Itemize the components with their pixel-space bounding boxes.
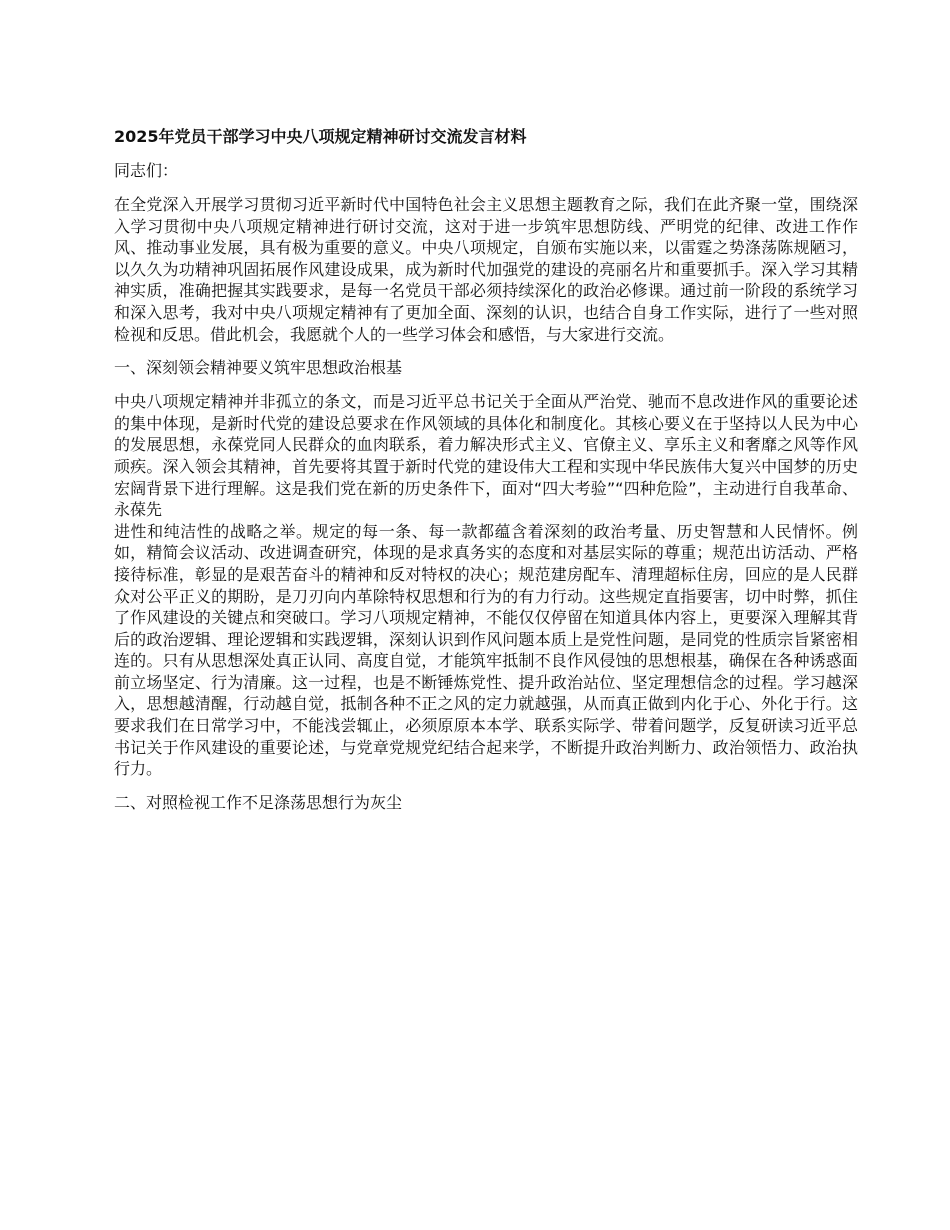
document-page <box>114 124 858 826</box>
section-1-paragraph-part-b: 进性和纯洁性的战略之举。规定的每一条、每一款都蕴含着深刻的政治考量、历史智慧和人民情怀。例如，精简会议活动、改进调查研究，体现的是求真务实的态度和对基层实际的尊重；规范出访活动、严格接待标准，彰显的是艰苦奋斗的精神和反对特权的决心；规范建房配车、清理超标住房，回应的是人民群众对公平正义的期盼，是刀刃向内革除特权思想和行为的有力行动。这些规定直指要害，切中时弊，抓住了作风建设的关键点和突破口。学习八项规定精神，不能仅仅停留在知道具体内容上，更要深入理解其背后的政治逻辑、理论逻辑和实践逻辑，深刻认识到作风问题本质上是党性问题，是同党的性质宗旨紧密相连的。只有从思想深处真正认同、高度自觉，才能筑牢抵制不良作风侵蚀的思想根基，确保在各种诱惑面前立场坚定、行为清廉。这一过程，也是不断锤炼党性、提升政治站位、坚定理想信念的过程。学习越深入，思想越清醒，行动越自觉，抵制各种不正之风的定力就越强，从而真正做到内化于心、外化于行。这要求我们在日常学习中，不能浅尝辄止，必须原原本本学、联系实际学、带着问题学，反复研读习近平总书记关于作风建设的重要论述，与党章党规党纪结合起来学，不断提升政治判断力、政治领悟力、政治执行力。 <box>114 521 858 779</box>
section-heading-1: 一、深刻领会精神要义筑牢思想政治根基 <box>114 358 403 378</box>
intro-paragraph: 在全党深入开展学习贯彻习近平新时代中国特色社会主义思想主题教育之际，我们在此齐聚一堂，围绕深入学习贯彻中央八项规定精神进行研讨交流，这对于进一步筑牢思想防线、严明党的纪律、改进工作作风、推动事业发展，具有极为重要的意义。中央八项规定，自颁布实施以来，以雷霆之势涤荡陈规陋习，以久久为功精神巩固拓展作风建设成果，成为新时代加强党的建设的亮丽名片和重要抓手。深入学习其精神实质，准确把握其实践要求，是每一名党员干部必须持续深化的政治必修课。通过前一阶段的系统学习和深入思考，我对中央八项规定精神有了更加全面、深刻的认识，也结合自身工作实际，进行了一些对照检视和反思。借此机会，我愿就个人的一些学习体会和感悟，与大家进行交流。 <box>114 195 858 344</box>
section-heading-2: 二、对照检视工作不足涤荡思想行为灰尘 <box>114 792 403 812</box>
section-1-paragraph-part-a: 中央八项规定精神并非孤立的条文，而是习近平总书记关于全面从严治党、驰而不息改进作风的重要论述的集中体现，是新时代党的建设总要求在作风领域的具体化和制度化。其核心要义在于坚持以人民为中心的发展思想，永葆党同人民群众的血肉联系，着力解决形式主义、官僚主义、享乐主义和奢靡之风等作风顽疾。深入领会其精神，首先要将其置于新时代党的建设伟大工程和实现中华民族伟大复兴中国梦的历史宏阔背景下进行理解。这是我们党在新的历史条件下，面对“四大考验”“四种危险”，主动进行自我革命、永葆先 <box>114 392 858 520</box>
section-1-paragraph <box>114 391 858 780</box>
salutation: 同志们： <box>114 161 179 180</box>
document-title: 2025年党员干部学习中央八项规定精神研讨交流发言材料 <box>114 127 527 146</box>
